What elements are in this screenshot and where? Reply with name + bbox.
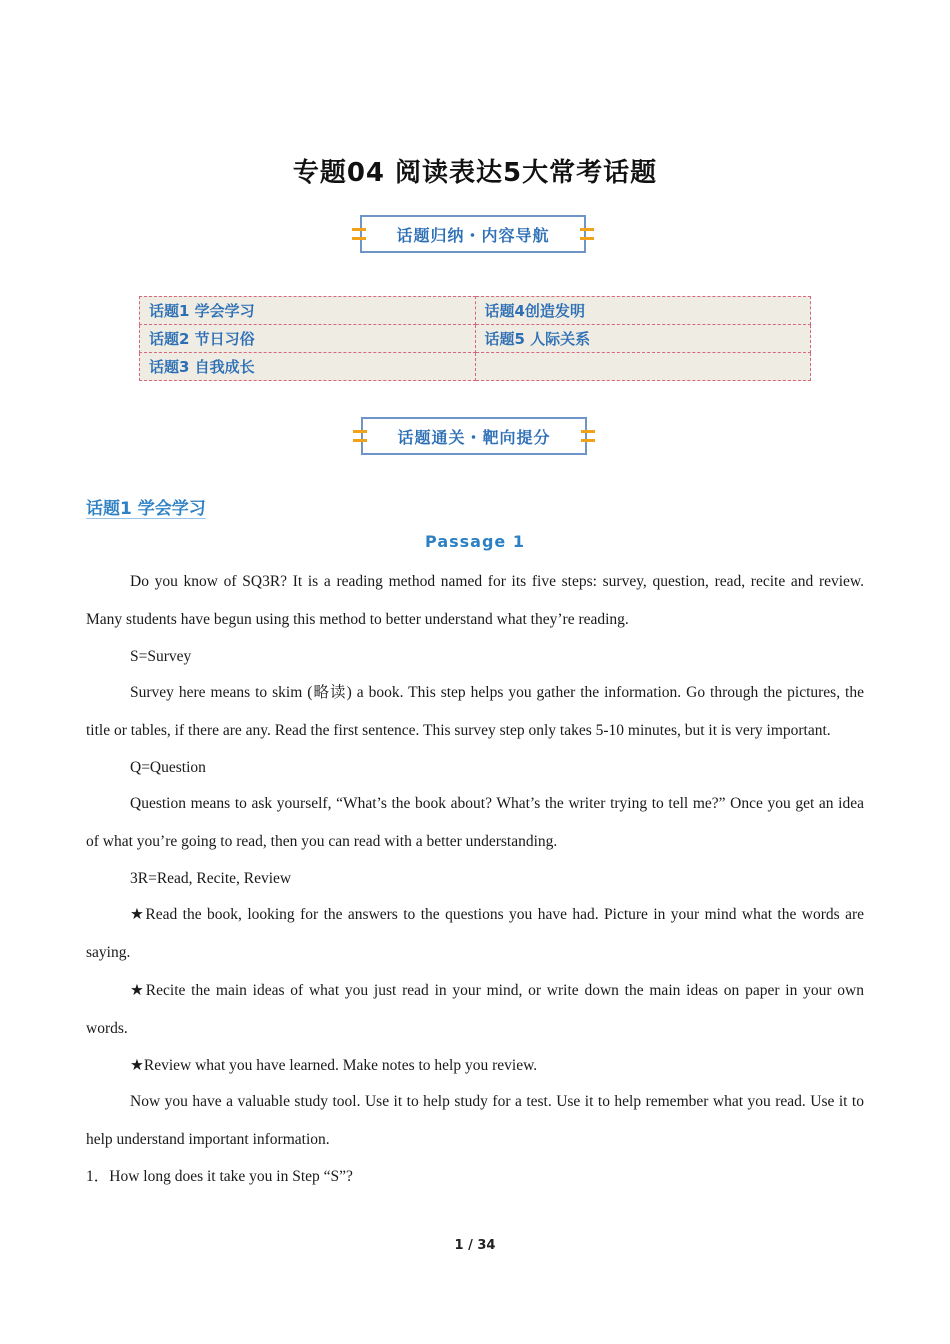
nav-topic-1: 话题1 学会学习	[140, 297, 476, 325]
banner-nav-label: 话题归纳・内容导航	[396, 225, 550, 245]
nav-topic-2: 话题2 节日习俗	[140, 325, 476, 353]
banner-left-deco-icon	[353, 430, 367, 442]
nav-empty-cell	[475, 353, 811, 381]
step-heading: 3R=Read, Recite, Review	[130, 870, 292, 887]
banner-practice-label: 话题通关・靶向提分	[397, 427, 551, 447]
step-heading: S=Survey	[130, 648, 192, 665]
bullet-paragraph: ★Read the book, looking for the answers to the questions you have had. Picture in your mind what the words are saying.	[86, 906, 864, 961]
paragraph: Now you have a valuable study tool. Use it to help study for a test. Use it to help remember what you read. Use it to help understand important information.	[86, 1093, 864, 1148]
table-row	[140, 353, 811, 381]
banner-right-deco-icon	[581, 430, 595, 442]
passage-title: Passage 1	[425, 532, 525, 551]
page-number: 1 / 34	[454, 1238, 496, 1253]
paragraph: Survey here means to skim (略读) a book. This step helps you gather the information. Go through the pictures, the title or tables, if there are any. Read the first sentence. This survey step only takes 5-10 minutes, but it is very important.	[86, 684, 864, 739]
nav-topic-5: 话题5 人际关系	[475, 325, 811, 353]
bullet-paragraph: ★Recite the main ideas of what you just read in your mind, or write down the main ideas on paper in your own words.	[86, 982, 864, 1037]
passage-body	[86, 563, 864, 1194]
banner-nav	[360, 215, 586, 253]
banner-practice	[361, 417, 587, 455]
nav-topic-3: 话题3 自我成长	[140, 353, 476, 381]
table-row	[140, 297, 811, 325]
section-heading: 话题1 学会学习	[86, 499, 206, 519]
paragraph: Question means to ask yourself, “What’s the book about? What’s the writer trying to tell me?” Once you get an idea of what you’re going to read, then you can read with a better understanding.	[86, 795, 864, 850]
question-1: 1．How long does it take you in Step “S”?	[86, 1168, 353, 1185]
banner-left-deco-icon	[352, 228, 366, 240]
paragraph: Do you know of SQ3R? It is a reading method named for its five steps: survey, question, read, recite and review. Many students have begun using this method to better understand what they’re reading.	[86, 573, 864, 628]
step-heading: Q=Question	[130, 759, 206, 776]
topic-nav-table	[139, 296, 811, 381]
document-title: 专题04 阅读表达5大常考话题	[292, 158, 658, 188]
banner-right-deco-icon	[580, 228, 594, 240]
nav-topic-4: 话题4创造发明	[475, 297, 811, 325]
bullet-paragraph: ★Review what you have learned. Make notes to help you review.	[130, 1057, 538, 1074]
table-row	[140, 325, 811, 353]
